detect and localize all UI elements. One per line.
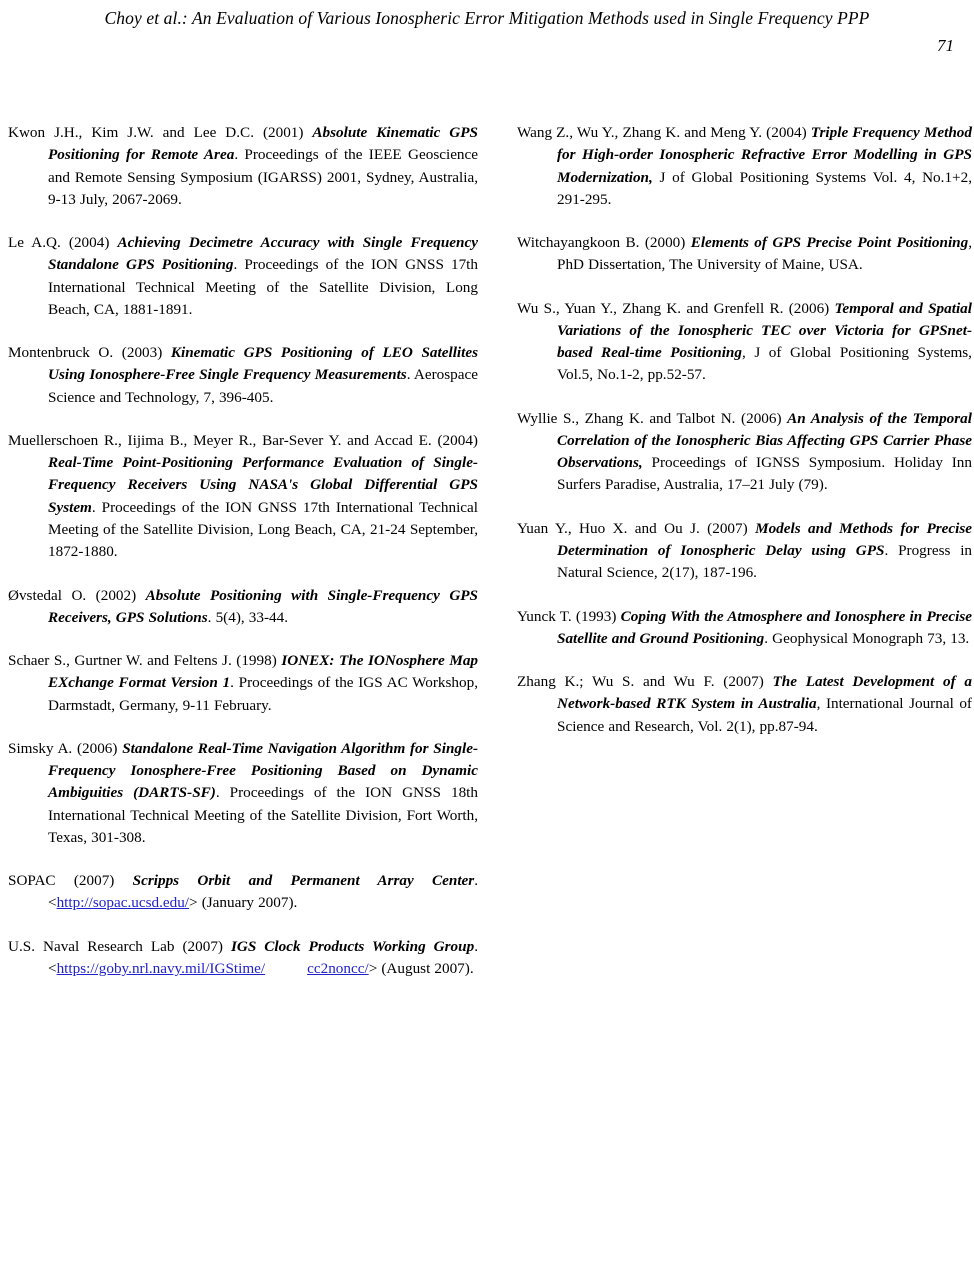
reference-authors: SOPAC (2007) [8,872,133,890]
reference-entry [8,738,478,849]
reference-title: Triple Frequency Method for High-order Ionospheric Refractive Error Modelling in GPS Modernization, [557,124,972,186]
reference-source: . Proceedings of the IEEE Geoscience and Remote Sensing Symposium (IGARSS) 2001, Sydney, Australia, 9-13 July, 2067-2069. [48,146,479,208]
reference-source: . Proceedings of the ION GNSS 17th International Technical Meeting of the Satellite Division, Long Beach, CA, 21-24 September, 1872-1880. [48,498,478,561]
reference-authors: Witchayangkoon B. (2000) [517,234,691,252]
reference-title: IONEX: The IONosphere Map EXchange Format Version 1 [48,652,479,692]
reference-authors: Yuan Y., Huo X. and Ou J. (2007) [517,519,756,537]
reference-source: . 5(4), 33-44. [207,608,288,626]
reference-title: Achieving Decimetre Accuracy with Single Frequency Standalone GPS Positioning [48,234,478,274]
page-number: 71 [937,36,954,55]
reference-authors: Wyllie S., Zhang K. and Talbot N. (2006) [517,409,788,427]
reference-title: The Latest Development of a Network-based RTK System in Australia [557,673,972,713]
reference-entry [8,650,478,717]
reference-authors: Øvstedal O. (2002) [8,586,146,604]
reference-source: . Proceedings of the ION GNSS 17th International Technical Meeting of the Satellite Division, Long Beach, CA, 1881-1891. [48,256,478,318]
reference-title: Real-Time Point-Positioning Performance Evaluation of Single-Frequency Receivers Using NASA's Global Differential GPS System [48,454,478,516]
running-head: Choy et al.: An Evaluation of Various Ionospheric Error Mitigation Methods used in Single Frequency PPP [104,8,870,28]
reference-source: . Geophysical Monograph 73, 13. [764,629,970,647]
reference-title: Elements of GPS Precise Point Positioning [690,234,969,252]
reference-title: Kinematic GPS Positioning of LEO Satellites Using Ionosphere-Free Single Frequency Measurements [48,344,478,384]
reference-title: Absolute Kinematic GPS Positioning for Remote Area [48,124,479,164]
reference-entry [8,870,478,915]
reference-entry [517,408,972,497]
reference-authors: U.S. Naval Research Lab (2007) [8,937,231,955]
sopac-url-link[interactable]: http://sopac.ucsd.edu/ [56,894,190,912]
reference-source: . Aerospace Science and Technology, 7, 396-405. [48,366,478,406]
reference-entry [517,232,972,277]
reference-title: Coping With the Atmosphere and Ionosphere in Precise Satellite and Ground Positioning [557,607,972,647]
right-column [502,122,972,980]
reference-source: . Proceedings of the IGS AC Workshop, Darmstadt, Germany, 9-11 February. [48,674,479,714]
reference-entry [8,232,478,321]
reference-authors: Zhang K.; Wu S. and Wu F. (2007) [517,673,773,691]
reference-title: Standalone Real-Time Navigation Algorithm for Single-Frequency Ionosphere-Free Positioning Based on Dynamic Ambiguities (DARTS-SF) [48,739,479,802]
reference-entry [517,298,972,387]
reference-title: IGS Clock Products Working Group [230,937,475,955]
reference-authors: Kwon J.H., Kim J.W. and Lee D.C. (2001) [8,124,313,141]
reference-authors: Schaer S., Gurtner W. and Feltens J. (1998) [8,652,282,670]
reference-entry [8,585,478,630]
reference-access-date: > (January 2007). [189,894,298,912]
reference-access-date: > (August 2007). [368,959,474,977]
reference-authors: Le A.Q. (2004) [8,234,118,252]
reference-source: . Proceedings of the ION GNSS 18th International Technical Meeting of the Satellite Division, Fort Worth, Texas, 301-308. [48,784,478,846]
reference-authors: Wang Z., Wu Y., Zhang K. and Meng Y. (2004) [517,124,811,141]
reference-source: Proceedings of IGNSS Symposium. Holiday Inn Surfers Paradise, Australia, 17–21 July (79). [557,454,972,494]
reference-authors: Simsky A. (2006) [8,739,123,757]
reference-title: Absolute Positioning with Single-Frequency GPS Receivers, GPS Solutions [48,586,479,626]
reference-source: J of Global Positioning Systems Vol. 4, No.1+2, 291-295. [557,168,972,208]
reference-authors: Muellerschoen R., Iijima B., Meyer R., Bar-Sever Y. and Accad E. (2004) [8,431,478,449]
reference-authors: Wu S., Yuan Y., Zhang K. and Grenfell R. (2006) [517,299,835,317]
reference-title: Temporal and Spatial Variations of the Ionospheric TEC over Victoria for GPSnet-based Real-time Positioning [557,299,972,362]
reference-entry [8,936,478,981]
reference-entry [517,518,972,585]
reference-source: . < [48,937,478,977]
reference-entry [8,430,478,564]
reference-source: . Progress in Natural Science, 2(17), 187-196. [557,541,973,582]
nrl-url-link-continued[interactable]: cc2noncc/ [307,959,369,977]
reference-source: , PhD Dissertation, The University of Maine, USA. [557,234,973,274]
reference-columns [0,122,974,980]
reference-authors: Yunck T. (1993) [517,607,621,625]
reference-authors: Montenbruck O. (2003) [8,344,171,362]
reference-entry [517,122,972,211]
reference-source: . < [48,872,478,912]
reference-entry [517,671,972,738]
reference-entry [8,122,478,211]
reference-title: Models and Methods for Precise Determination of Ionospheric Delay using GPS [557,519,972,559]
reference-entry [517,606,972,651]
reference-entry [8,342,478,409]
left-column [8,122,478,980]
reference-title: An Analysis of the Temporal Correlation of the Ionospheric Bias Affecting GPS Carrier Phase Observations, [557,409,972,472]
reference-source: , International Journal of Science and Research, Vol. 2(1), pp.87-94. [557,695,972,735]
nrl-url-link[interactable]: https://goby.nrl.navy.mil/IGStime/ [56,959,266,977]
reference-title: Scripps Orbit and Permanent Array Center [132,872,475,890]
reference-source: , J of Global Positioning Systems, Vol.5, No.1-2, pp.52-57. [557,344,972,384]
